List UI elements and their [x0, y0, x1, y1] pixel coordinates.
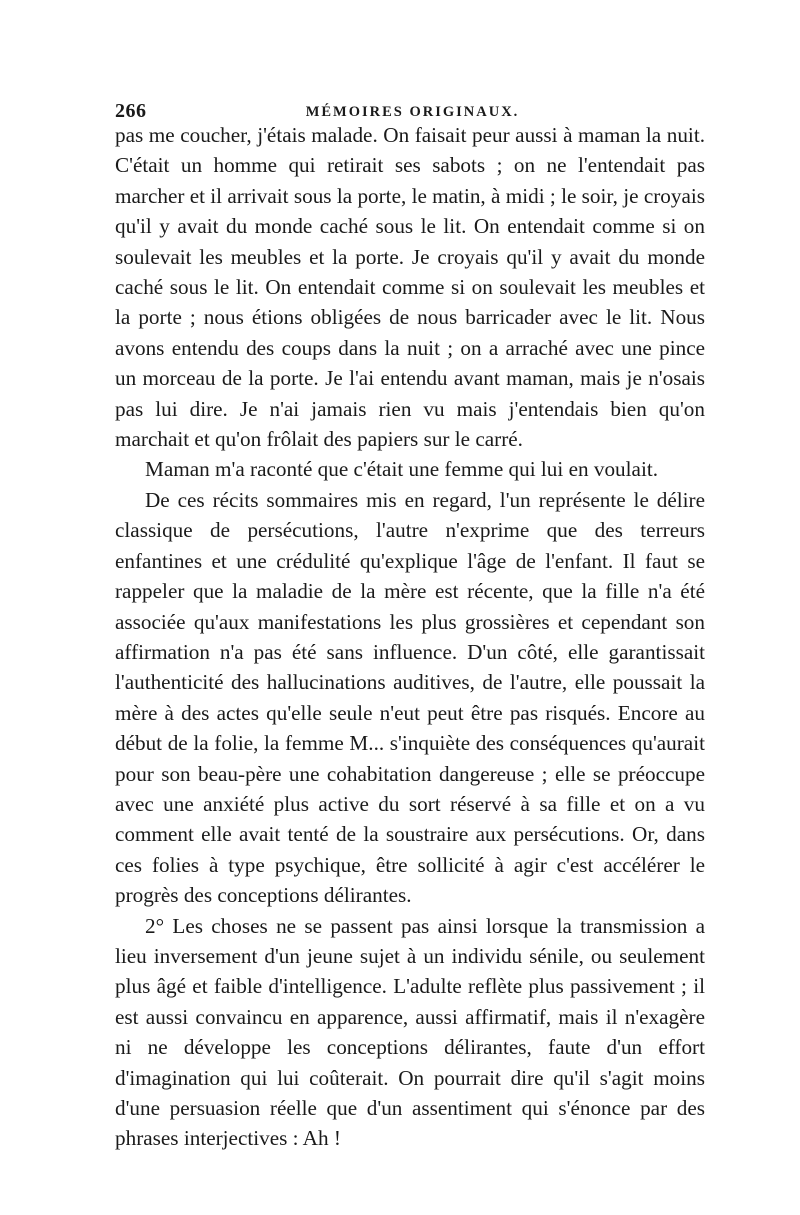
page-number: 266 — [115, 100, 147, 122]
running-title: MÉMOIRES ORIGINAUX. — [305, 104, 520, 120]
paragraph-continued-quote: pas me coucher, j'étais malade. On faisait peur aussi à maman la nuit. C'était un homme qui retirait ses sabots ; on ne l'entendait pas marcher et il arrivait sous la porte, le matin, à midi ; le soir, je croyais qu'il y avait du monde caché sous le lit. On entendait comme si on soulevait les meubles et la porte. Je croyais qu'il y avait du monde caché sous le lit. On entendait comme si on soulevait les meubles et la porte ; nous étions obligées de nous barricader avec le lit. Nous avons entendu des coups dans la nuit ; on a arraché avec une pince un morceau de la porte. Je l'ai entendu avant maman, mais je n'osais pas lui dire. Je n'ai jamais rien vu mais j'entendais bien qu'on marchait et qu'on frôlait des papiers sur le carré. — [115, 123, 705, 452]
paragraph-section-2: 2° Les choses ne se passent pas ainsi lorsque la transmission a lieu inversement d'un jeune sujet à un individu sénile, ou seulement plus âgé et faible d'intelligence. L'adulte reflète plus passivement ; il est aussi convaincu en apparence, aussi affirmatif, mais il n'exagère ni ne développe les conceptions délirantes, faute d'un effort d'imagination qui lui coûterait. On pourrait dire qu'il s'agit moins d'une persuasion réelle que d'un assentiment qui s'énonce par des phrases interjectives : Ah ! — [115, 913, 705, 1151]
body-text — [115, 120, 705, 1154]
paragraph-commentary: De ces récits sommaires mis en regard, l'un représente le délire classique de persécutions, l'autre n'exprime que des terreurs enfantines et une crédulité qu'explique l'âge de l'enfant. Il faut se rappeler que la maladie de la mère est récente, que la fille n'a été associée qu'aux manifestations les plus grossières et cependant son affirmation n'a pas été sans influence. D'un côté, elle garantissait l'authenticité des hallucinations auditives, de l'autre, elle poussait la mère à des actes qu'elle seule n'eut peut être pas risqués. Encore au début de la folie, la femme M... s'inquiète des conséquences qu'aurait pour son beau-père une cohabitation dangereuse ; elle se préoccupe avec une anxiété plus active du sort réservé à sa fille et on a vu comment elle avait tenté de la soustraire aux persécutions. Or, dans ces folies à type psychique, être sollicité à agir c'est accélérer le progrès des conceptions délirantes. — [115, 487, 705, 908]
paragraph-quote-end: Maman m'a raconté que c'était une femme qui lui en voulait. — [145, 457, 659, 482]
